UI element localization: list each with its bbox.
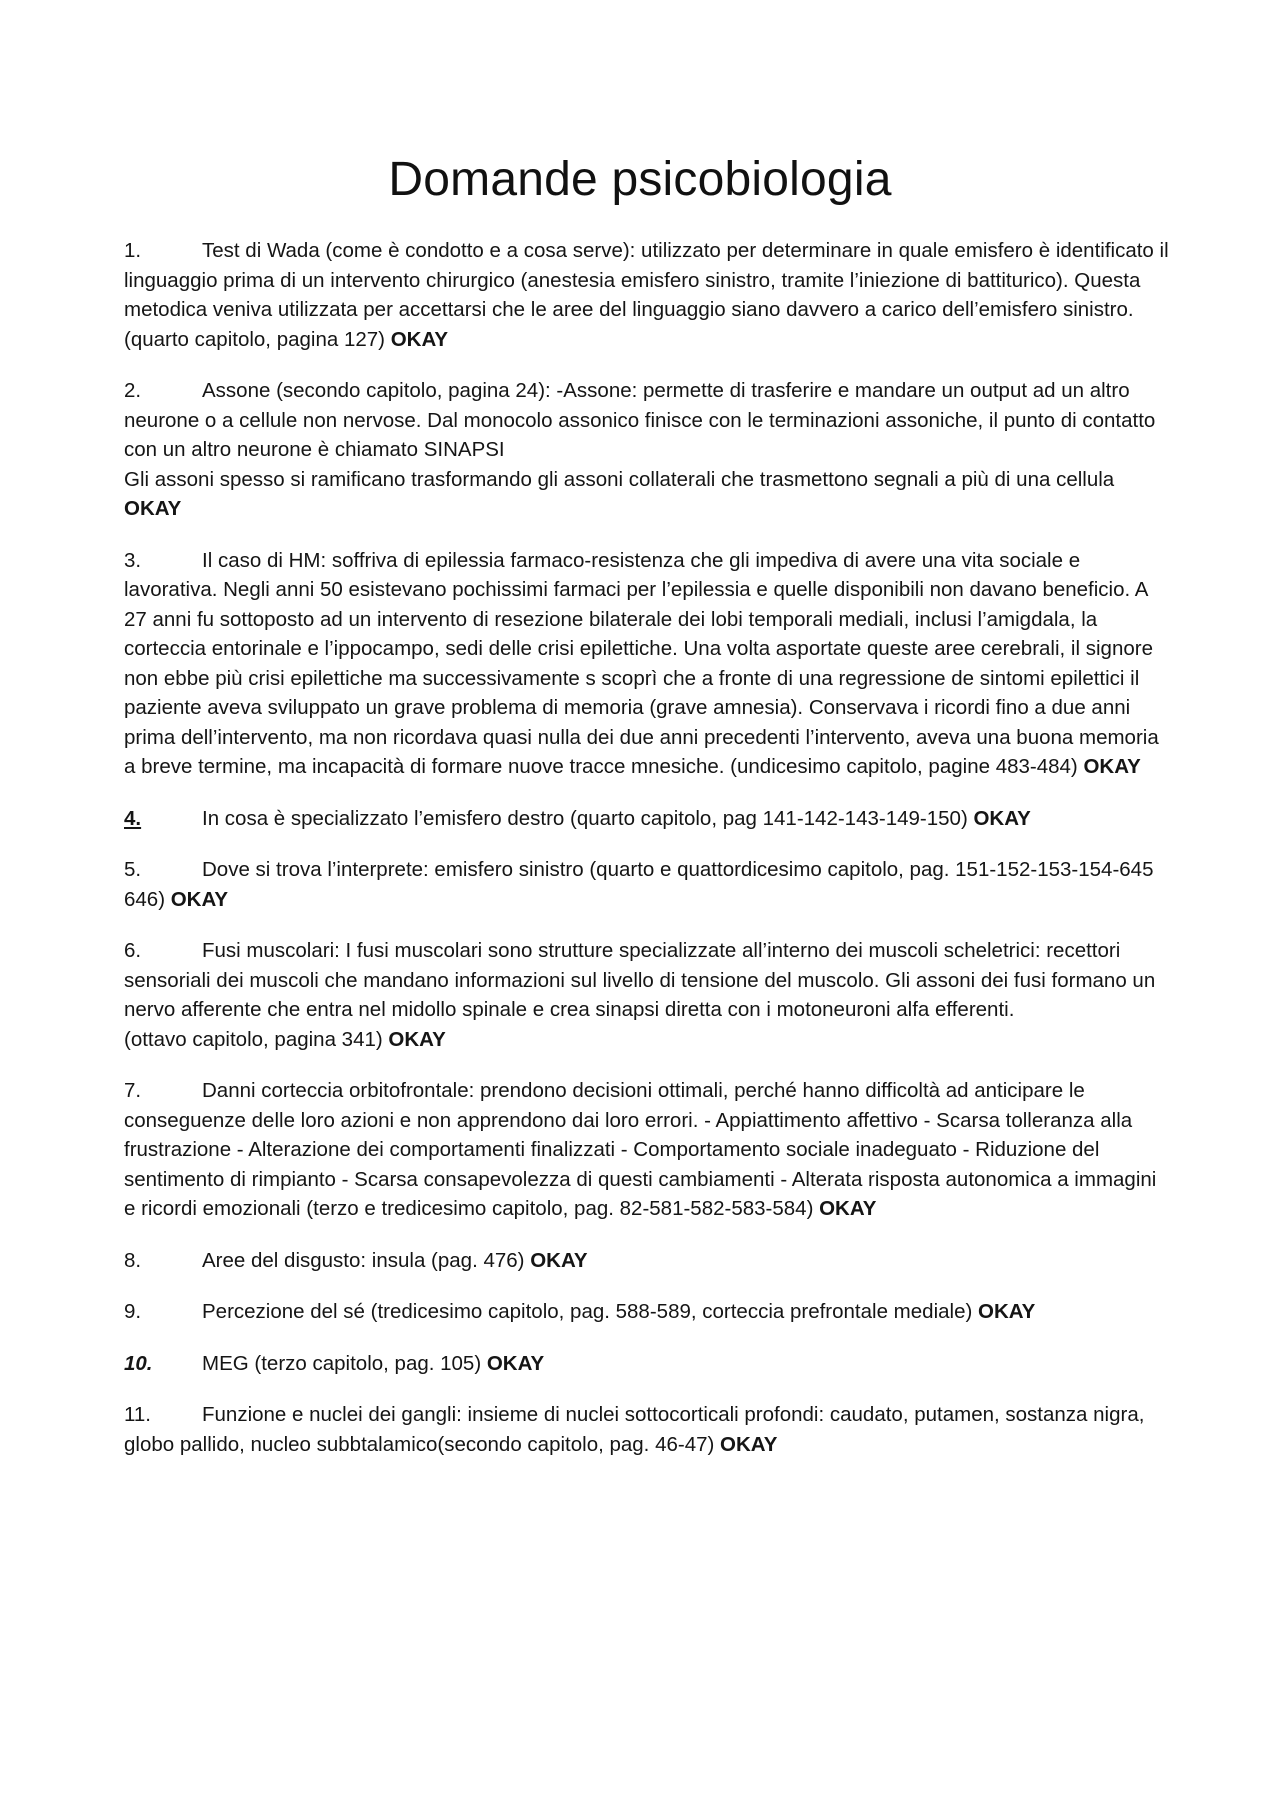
question-number: 3. xyxy=(124,548,142,572)
question-number: 7. xyxy=(124,1079,142,1102)
document-title: Domande psicobiologia xyxy=(388,153,892,206)
question-number: 5. xyxy=(124,858,142,881)
question-number: 6. xyxy=(124,939,142,962)
question-text: Dove si trova l’interprete: emisfero sinistro (quarto e quattordicesimo capitolo, pag. 151-152-153-154-645 646) xyxy=(124,858,1154,911)
status-label: OKAY xyxy=(486,1351,545,1375)
question-item-4 xyxy=(124,804,1172,834)
question-number: 10. xyxy=(124,1351,153,1375)
question-text-continued: (ottavo capitolo, pagina 341) xyxy=(124,1027,389,1051)
question-text-continued: Gli assoni spesso si ramificano trasformando gli assoni collaterali che trasmettono segnali a più di una cellula xyxy=(124,467,1115,491)
question-item-1 xyxy=(124,236,1172,354)
question-item-7 xyxy=(124,1076,1172,1224)
status-label: OKAY xyxy=(720,1432,778,1456)
question-item-6 xyxy=(124,936,1172,1054)
question-number: 4. xyxy=(124,806,142,830)
question-text: In cosa è specializzato l’emisfero destro (quarto capitolo, pag 141-142-143-149-150) xyxy=(202,806,974,830)
question-text: Test di Wada (come è condotto e a cosa serve): utilizzato per determinare in quale emisfero è identificato il linguaggio prima di un intervento chirurgico (anestesia emisfero sinistro, tramite l’iniezione di battiturico). Questa metodica veniva utilizzata per accettarsi che le aree del linguaggio siano davvero a carico dell’emisfero sinistro. (quarto capitolo, pagina 127) xyxy=(124,239,1169,351)
status-label: OKAY xyxy=(978,1300,1036,1323)
question-text: MEG (terzo capitolo, pag. 105) xyxy=(202,1351,487,1375)
question-text: Fusi muscolari: I fusi muscolari sono strutture specializzate all’interno dei muscoli scheletrici: recettori sensoriali dei muscoli che mandano informazioni sul livello di tensione del muscolo. Gli assoni dei fusi formano un nervo afferente che entra nel midollo spinale e crea sinapsi diretta con i motoneuroni alfa efferenti. xyxy=(124,939,1156,1021)
question-item-10 xyxy=(124,1349,1172,1379)
question-item-8 xyxy=(124,1246,1172,1276)
status-label: OKAY xyxy=(1083,755,1141,778)
question-number: 2. xyxy=(124,379,142,402)
status-label: OKAY xyxy=(973,806,1031,830)
question-item-5 xyxy=(124,855,1172,914)
status-label: OKAY xyxy=(388,1027,446,1051)
status-label: OKAY xyxy=(530,1248,588,1272)
question-text: Assone (secondo capitolo, pagina 24): -Assone: permette di trasferire e mandare un output ad un altro neurone o a cellule non nervose. Dal monocolo assonico finisce con le terminazioni assoniche, il punto di contatto con un altro neurone è chiamato SINAPSI xyxy=(124,379,1156,461)
status-label: OKAY xyxy=(124,497,182,520)
question-item-2 xyxy=(124,376,1172,524)
question-number: 1. xyxy=(124,239,142,262)
question-number: 9. xyxy=(124,1300,142,1323)
status-label: OKAY xyxy=(819,1197,877,1220)
question-item-9 xyxy=(124,1297,1172,1327)
question-text: Danni corteccia orbitofrontale: prendono decisioni ottimali, perché hanno difficoltà ad anticipare le conseguenze delle loro azioni e non apprendono dai loro errori. - Appiattimento affettivo - Scarsa tolleranza alla frustrazione - Alterazione dei comportamenti finalizzati - Comportamento sociale inadeguato - Riduzione del sentimento di rimpianto - Scarsa consapevolezza di questi cambiamenti - Alterata risposta autonomica a immagini e ricordi emozionali (terzo e tredicesimo capitolo, pag. 82-581-582-583-584) xyxy=(124,1079,1157,1220)
question-item-11 xyxy=(124,1400,1172,1459)
question-number: 11. xyxy=(124,1403,151,1426)
question-number: 8. xyxy=(124,1248,142,1272)
question-text: Funzione e nuclei dei gangli: insieme di nuclei sottocorticali profondi: caudato, putamen, sostanza nigra, globo pallido, nucleo subbtalamico(secondo capitolo, pag. 46-47) xyxy=(124,1403,1145,1456)
question-text: Aree del disgusto: insula (pag. 476) xyxy=(202,1248,531,1272)
question-text: Il caso di HM: soffriva di epilessia farmaco-resistenza che gli impediva di avere una vita sociale e lavorativa. Negli anni 50 esistevano pochissimi farmaci per l’epilessia e quelle disponibili non davano beneficio. A 27 anni fu sottoposto ad un intervento di resezione bilaterale dei lobi temporali mediali, inclusi l’amigdala, la corteccia entorinale e l’ippocampo, sedi delle crisi epilettiche. Una volta asportate queste aree cerebrali, il signore non ebbe più crisi epilettiche ma successivamente s scoprì che a fronte di una regressione de sintomi epilettici il paziente aveva sviluppato un grave problema di memoria (grave amnesia). Conservava i ricordi fino a due anni prima dell’intervento, ma non ricordava quasi nulla dei due anni precedenti l’intervento, aveva una buona memoria a breve termine, ma incapacità di formare nuove tracce mnesiche. (undicesimo capitolo, pagine 483-484) xyxy=(124,548,1159,778)
status-label: OKAY xyxy=(170,887,229,911)
status-label: OKAY xyxy=(390,327,449,351)
question-list xyxy=(124,236,1172,1481)
question-text: Percezione del sé (tredicesimo capitolo, pag. 588-589, corteccia prefrontale mediale) xyxy=(202,1300,978,1323)
question-item-3 xyxy=(124,546,1172,782)
